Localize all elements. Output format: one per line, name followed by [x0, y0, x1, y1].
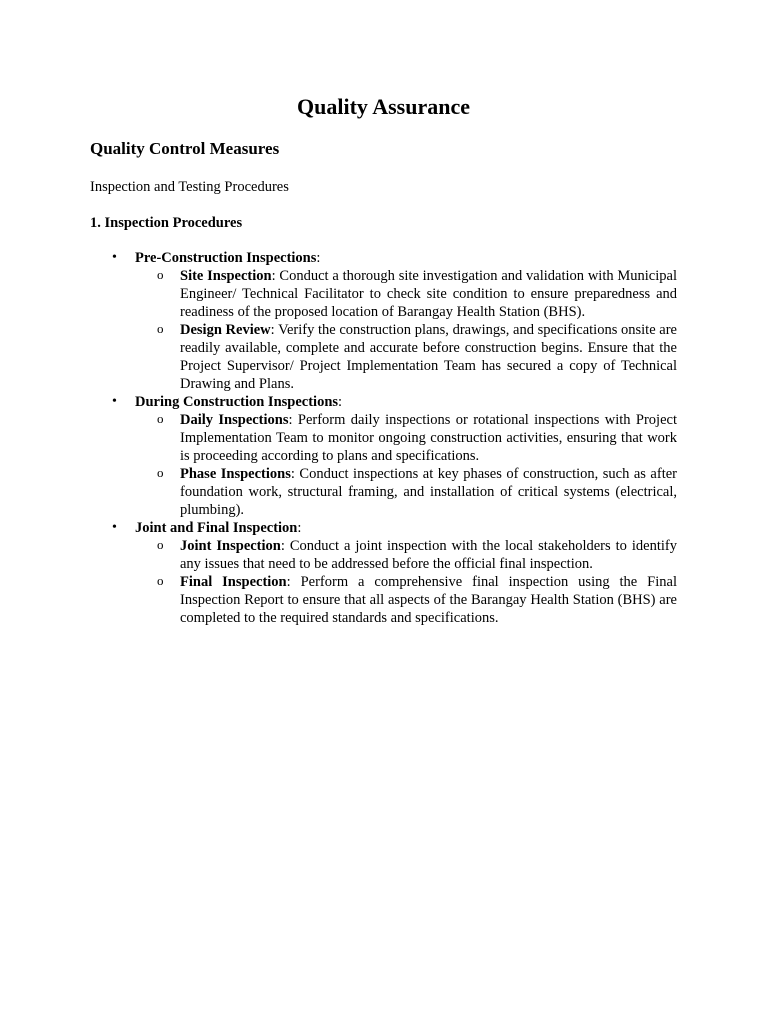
list-item [90, 519, 677, 627]
list-item [135, 537, 677, 573]
list-item [135, 573, 677, 627]
item-term: Daily Inspections [180, 412, 289, 428]
item-term: Phase Inspections [180, 466, 291, 482]
list-item [90, 393, 677, 519]
sub-list [135, 267, 677, 393]
list-item [135, 267, 677, 321]
group-label: Joint and Final Inspection [135, 520, 298, 536]
sub-list [135, 411, 677, 519]
list-item [135, 321, 677, 393]
item-text: : Conduct a thorough site investigation and validation with Municipal Engineer/ Technical Facilitator to check site condition to ensure preparedness and readiness of the proposed location of Barangay Health Station (BHS). [180, 268, 677, 320]
item-text: : Verify the construction plans, drawings, and specifications onsite are readily available, complete and accurate before construction begins. Ensure that the Project Supervisor/ Project Implementation Team has secured a copy of Technical Drawing and Plans. [180, 322, 677, 392]
document-page [90, 92, 677, 627]
item-term: Design Review [180, 322, 271, 338]
group-suffix: : [316, 250, 321, 266]
item-term: Joint Inspection [180, 538, 281, 554]
item-text: : Conduct a joint inspection with the local stakeholders to identify any issues that need to be addressed before the official final inspection. [180, 538, 677, 572]
bullet-icon: • [112, 520, 117, 535]
list-item [90, 249, 677, 393]
list-item [135, 465, 677, 519]
group-label: Pre-Construction Inspections [135, 250, 317, 266]
sub-bullet-icon: o [157, 321, 164, 336]
section-heading: Quality Control Measures [90, 139, 280, 158]
item-text: : Conduct inspections at key phases of construction, such as after foundation work, structural framing, and installation of critical systems (electrical, plumbing). [180, 466, 677, 518]
bullet-icon: • [112, 250, 117, 265]
procedures-heading: 1. Inspection Procedures [90, 215, 243, 231]
item-term: Final Inspection [180, 574, 287, 590]
sub-bullet-icon: o [157, 465, 164, 480]
inspection-list [90, 249, 677, 627]
sub-bullet-icon: o [157, 267, 164, 282]
document-title: Quality Assurance [297, 94, 470, 119]
group-suffix: : [297, 520, 302, 536]
group-label: During Construction Inspections [135, 394, 339, 410]
list-item [135, 411, 677, 465]
item-text: : Perform a comprehensive final inspection using the Final Inspection Report to ensure that all aspects of the Barangay Health Station (BHS) are completed to the required standards and specifications. [180, 574, 677, 626]
bullet-icon: • [112, 394, 117, 409]
sub-bullet-icon: o [157, 411, 164, 426]
sub-list [135, 537, 677, 627]
group-suffix: : [338, 394, 343, 410]
section-subtitle: Inspection and Testing Procedures [90, 179, 289, 195]
item-text: : Perform daily inspections or rotational inspections with Project Implementation Team to monitor ongoing construction activities, ensuring that work is proceeding according to plans and specifications. [180, 412, 677, 464]
sub-bullet-icon: o [157, 573, 164, 588]
sub-bullet-icon: o [157, 537, 164, 552]
item-term: Site Inspection [180, 268, 272, 284]
